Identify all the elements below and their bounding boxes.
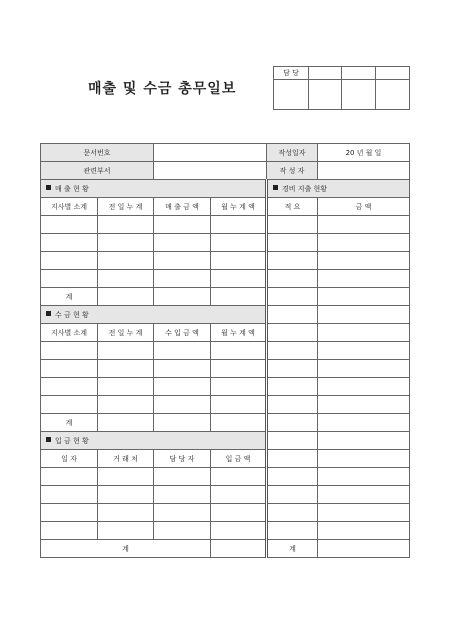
approval-signature-cell[interactable] bbox=[274, 80, 309, 110]
column-header: 적 요 bbox=[267, 198, 318, 216]
table-row bbox=[41, 288, 410, 306]
column-header: 지사별 소계 bbox=[41, 198, 98, 216]
table-row bbox=[41, 522, 410, 540]
column-header: 전 일 누 계 bbox=[98, 198, 154, 216]
deposit-total-label: 계 bbox=[41, 540, 211, 558]
column-header: 월 누 계 액 bbox=[211, 324, 267, 342]
approval-box bbox=[273, 66, 410, 110]
expense-total-label: 계 bbox=[267, 540, 318, 558]
column-header: 수 입 금 액 bbox=[154, 324, 211, 342]
table-row bbox=[41, 234, 410, 252]
approval-label: 담 당 bbox=[274, 67, 309, 80]
column-header: 금 액 bbox=[318, 198, 410, 216]
sales-total-label: 계 bbox=[41, 288, 98, 306]
column-header: 매 출 금 액 bbox=[154, 198, 211, 216]
table-row bbox=[41, 252, 410, 270]
collection-section-title: 수 금 현 황 bbox=[41, 306, 267, 324]
column-header: 담 당 자 bbox=[154, 450, 211, 468]
table-row bbox=[41, 414, 410, 432]
table-row bbox=[41, 360, 410, 378]
doc-no-label: 문서번호 bbox=[41, 144, 154, 162]
table-row bbox=[41, 540, 410, 558]
table-row bbox=[41, 396, 410, 414]
collection-total-label: 계 bbox=[41, 414, 98, 432]
date-label: 작성일자 bbox=[267, 144, 318, 162]
table-row bbox=[41, 216, 410, 234]
approval-header-cell bbox=[342, 67, 376, 80]
column-header: 전 일 누 계 bbox=[98, 324, 154, 342]
writer-field[interactable] bbox=[318, 162, 410, 180]
table-row bbox=[41, 486, 410, 504]
table-row bbox=[41, 378, 410, 396]
column-header: 입 금 액 bbox=[211, 450, 267, 468]
table-row bbox=[41, 468, 410, 486]
table-row bbox=[41, 504, 410, 522]
writer-label: 작 성 자 bbox=[267, 162, 318, 180]
table-row bbox=[41, 270, 410, 288]
approval-signature-cell[interactable] bbox=[376, 80, 410, 110]
page-title: 매출 및 수금 총무일보 bbox=[88, 81, 237, 97]
expense-section-title: 경비 지출 현황 bbox=[267, 180, 410, 198]
doc-no-field[interactable] bbox=[154, 144, 267, 162]
column-header: 일 자 bbox=[41, 450, 98, 468]
date-field[interactable]: 20 년 월 일 bbox=[318, 144, 410, 162]
approval-signature-cell[interactable] bbox=[342, 80, 376, 110]
report-table bbox=[40, 143, 410, 558]
approval-header-cell bbox=[376, 67, 410, 80]
dept-label: 관련부서 bbox=[41, 162, 154, 180]
column-header: 거 래 처 bbox=[98, 450, 154, 468]
table-row bbox=[41, 342, 410, 360]
deposit-section-title: 입 금 현 황 bbox=[41, 432, 267, 450]
column-header: 지사별 소계 bbox=[41, 324, 98, 342]
dept-field[interactable] bbox=[154, 162, 267, 180]
approval-header-cell bbox=[309, 67, 342, 80]
sales-section-title: 매 출 현 황 bbox=[41, 180, 267, 198]
column-header: 월 누 계 액 bbox=[211, 198, 267, 216]
approval-signature-cell[interactable] bbox=[309, 80, 342, 110]
